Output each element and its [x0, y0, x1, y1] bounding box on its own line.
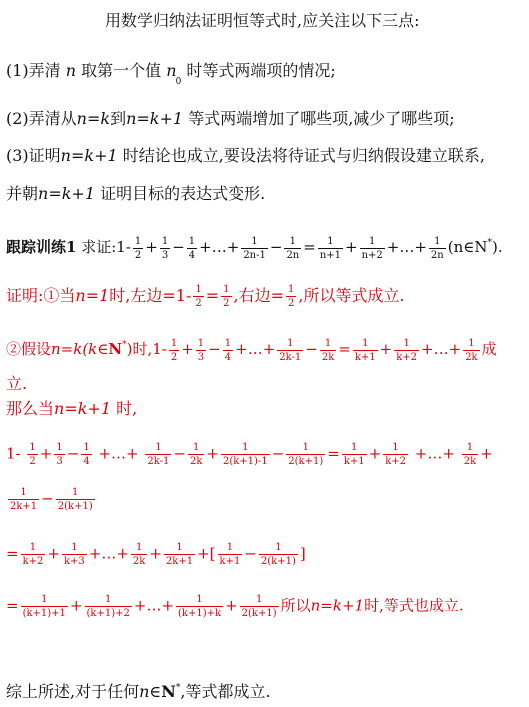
- fraction-1-2: $\frac{1}{2}$: [195, 284, 202, 309]
- proof-step-intro: [6, 398, 137, 420]
- conclusion-b: ,等式都成立.: [180, 682, 271, 701]
- fraction-1-n1: $\frac{1}{n+1}$: [319, 235, 342, 261]
- proof-hypothesis: ②假设n=k(k∈N*)时,1- $\frac{1}{2}$ + $\frac{1}{3}$ − $\frac{1}{4}$ +…+ $\frac{1}{2k-1}$ − $\frac{1}{2k}$ = $\frac{1}{k+1}$ + $\frac{1}{k+2}$ +…+ $\frac{1}{2k}$ 成: [6, 337, 497, 363]
- fraction-1-4: $\frac{1}{4}$: [224, 337, 232, 363]
- fraction-1-2: $\frac{1}{2}$: [170, 337, 178, 363]
- proof-line2-tail: 成: [481, 340, 497, 358]
- conclusion: [6, 677, 271, 703]
- minus-sign: −: [269, 238, 283, 256]
- fraction-1-2n-b: $\frac{1}{2n}$: [430, 235, 444, 261]
- minus-sign: −: [172, 238, 185, 256]
- exercise-statement: [6, 232, 503, 262]
- fraction-1-2k1: $\frac{1}{2(k+1)}$: [260, 542, 296, 567]
- fraction-1-2k1: $\frac{1}{2(k+1)}$: [57, 487, 93, 512]
- proof-step-rhs-cont: $\frac{1}{2k+1}$ − $\frac{1}{2(k+1)}$: [10, 487, 93, 512]
- fraction-1-k1-k: $\frac{1}{(k+1)+k}$: [178, 594, 222, 619]
- fraction-1-2n: $\frac{1}{2n}$: [286, 235, 300, 261]
- proof-line1-n1: n=1: [75, 286, 110, 305]
- n-in-N: (n∈N: [447, 238, 488, 256]
- fraction-1-k1: $\frac{1}{k+1}$: [354, 337, 376, 363]
- p1-text-d: 时等式两端项的情况;: [186, 61, 336, 80]
- fraction-1-2k1-1: $\frac{1}{2(k+1)-1}$: [222, 442, 268, 467]
- proof-line1-e: ,所以等式成立.: [298, 286, 405, 305]
- p1-text-b: 取第一个值: [81, 61, 162, 80]
- p3b-text-b: 证明目标的表达式变形.: [100, 184, 266, 203]
- fraction-1-2k-plus-1: $\frac{1}{2k+1}$: [165, 542, 194, 567]
- fraction-1-k1: $\frac{1}{k+1}$: [343, 442, 365, 467]
- dots-sign: +…+: [199, 238, 240, 256]
- proof-line2-N: N: [108, 340, 123, 358]
- p3b-text-a: 并朝: [6, 184, 39, 203]
- p2-n-eq-k: n=k: [76, 109, 111, 128]
- proof-line2-star: *: [122, 340, 127, 350]
- fraction-1-3: $\frac{1}{3}$: [56, 442, 63, 467]
- fraction-1-2k: $\frac{1}{2k}$: [463, 442, 477, 467]
- fraction-1-2: $\frac{1}{2}$: [223, 284, 230, 309]
- p2-n-eq-k1: n=k+1: [126, 109, 184, 128]
- proof-base-case: [6, 283, 405, 310]
- point-1: [6, 60, 336, 93]
- proof-hypothesis-cont: 立.: [6, 374, 28, 393]
- conclusion-star: *: [175, 683, 181, 693]
- close-paren: ).: [491, 238, 503, 256]
- fraction-1-k2: $\frac{1}{k+2}$: [385, 442, 407, 467]
- conclusion-a: 综上所述,对于任何: [6, 682, 140, 701]
- fraction-1-k2: $\frac{1}{k+2}$: [22, 542, 44, 567]
- p3b-n-eq-k1: n=k+1: [38, 184, 96, 203]
- fraction-1-k1-1: $\frac{1}{(k+1)+1}$: [22, 594, 66, 619]
- fraction-1-2k: $\frac{1}{2k}$: [321, 337, 335, 363]
- p2-text-c: 等式两端增加了哪些项,减少了哪些项;: [188, 109, 455, 128]
- p3-text-b: 时结论也成立,要设法将待证式与归纳假设建立联系,: [122, 146, 485, 165]
- proof-step-lhs: 1- $\frac{1}{2}$ + $\frac{1}{3}$ − $\frac{1}{4}$ +…+ $\frac{1}{2k-1}$ − $\frac{1}{2k}$ + $\frac{1}{2(k+1)-1}$ − $\frac{1}{2(k+1)}$ = $\frac{1}{k+1}$ + $\frac{1}{k+2}$ +…+ $\frac{1}{2k}$ +: [6, 442, 493, 467]
- fraction-1-k3: $\frac{1}{k+3}$: [63, 542, 85, 567]
- proof-line3-n: n=k+1: [54, 399, 112, 418]
- proof-line1-d: ,右边=: [233, 286, 285, 305]
- page-title: 用数学归纳法证明恒等式时,应关注以下三点:: [105, 11, 420, 30]
- star-sup: *: [487, 238, 492, 248]
- fraction-1-n2: $\frac{1}{n+2}$: [361, 235, 383, 261]
- exercise-prompt: 求证:1-: [81, 238, 131, 256]
- p1-text-a: (1)弄清: [6, 61, 61, 80]
- p1-var-n: n: [65, 61, 77, 80]
- plus-sign: +: [145, 238, 158, 256]
- point-3-continued: [6, 183, 265, 205]
- point-2: [6, 108, 455, 130]
- p3-n-eq-k1: n=k+1: [60, 146, 118, 165]
- fraction-1-2: $\frac{1}{2}$: [29, 442, 36, 467]
- fraction-1-k1-2: $\frac{1}{(k+1)+2}$: [86, 594, 130, 619]
- proof-line2-b: )时,1-: [126, 340, 167, 358]
- fraction-1-2k-1: $\frac{1}{2k-1}$: [147, 442, 170, 467]
- proof-step-rewrite: = $\frac{1}{k+2}$ + $\frac{1}{k+3}$ +…+ $\frac{1}{2k}$ + $\frac{1}{2k+1}$ +[ $\frac{1}{k+1}$ − $\frac{1}{2(k+1)}$ ]: [6, 542, 306, 567]
- fraction-1-4: $\frac{1}{4}$: [83, 442, 90, 467]
- proof-line1-b: 时,左边=1-: [109, 286, 192, 305]
- fraction-1-2k: $\frac{1}{2k}$: [189, 442, 203, 467]
- fraction-1-2: $\frac{1}{2}$: [134, 235, 142, 261]
- fraction-1-3: $\frac{1}{3}$: [161, 235, 169, 261]
- p2-text-a: (2)弄清从: [6, 109, 77, 128]
- point-3: [6, 145, 485, 167]
- fraction-1-4: $\frac{1}{4}$: [188, 235, 196, 261]
- fraction-1-2k-plus-1: $\frac{1}{2k+1}$: [10, 487, 38, 512]
- p2-text-b: 到: [110, 109, 127, 128]
- proof-line1-a: 证明:①当: [6, 286, 76, 305]
- exercise-heading: 跟踪训练1: [6, 238, 77, 256]
- fraction-1-2k-1: $\frac{1}{2k-1}$: [279, 337, 302, 363]
- proof-line2-nk: n=k(k∈: [51, 340, 109, 358]
- proof-line3-a: 那么当: [6, 399, 55, 418]
- fraction-1-3: $\frac{1}{3}$: [197, 337, 205, 363]
- p1-sub-0: 0: [175, 77, 182, 87]
- p3-text-a: (3)证明: [6, 146, 61, 165]
- fraction-1-2k: $\frac{1}{2k}$: [465, 337, 478, 363]
- equals-sign: =: [303, 238, 316, 256]
- proof-step-final: = $\frac{1}{(k+1)+1}$ + $\frac{1}{(k+1)+2}$ +…+ $\frac{1}{(k+1)+k}$ + $\frac{1}{2(k+1)}$ 所以n=k+1时,等式也成立.: [6, 594, 464, 619]
- fraction-1-2k1: $\frac{1}{2(k+1)}$: [241, 594, 277, 619]
- proof-line3-b: 时,: [116, 399, 138, 418]
- conclusion-n-in: n∈: [139, 682, 162, 701]
- dots-sign: +…+: [386, 238, 427, 256]
- p1-var-n0: n: [166, 61, 177, 80]
- fraction-1-2k: $\frac{1}{2k}$: [132, 542, 146, 567]
- conclusion-N: N: [161, 682, 176, 701]
- proof-line2-a: ②假设: [6, 340, 52, 358]
- fraction-1-k2: $\frac{1}{k+2}$: [396, 337, 418, 363]
- fraction-1-k1: $\frac{1}{k+1}$: [219, 542, 241, 567]
- proof-line1-c: =: [205, 286, 220, 305]
- plus-sign: +: [345, 238, 358, 256]
- fraction-1-2k1: $\frac{1}{2(k+1)}$: [288, 442, 324, 467]
- fraction-1-2: $\frac{1}{2}$: [288, 284, 295, 309]
- fraction-1-2n-1: $\frac{1}{2n-1}$: [243, 235, 266, 261]
